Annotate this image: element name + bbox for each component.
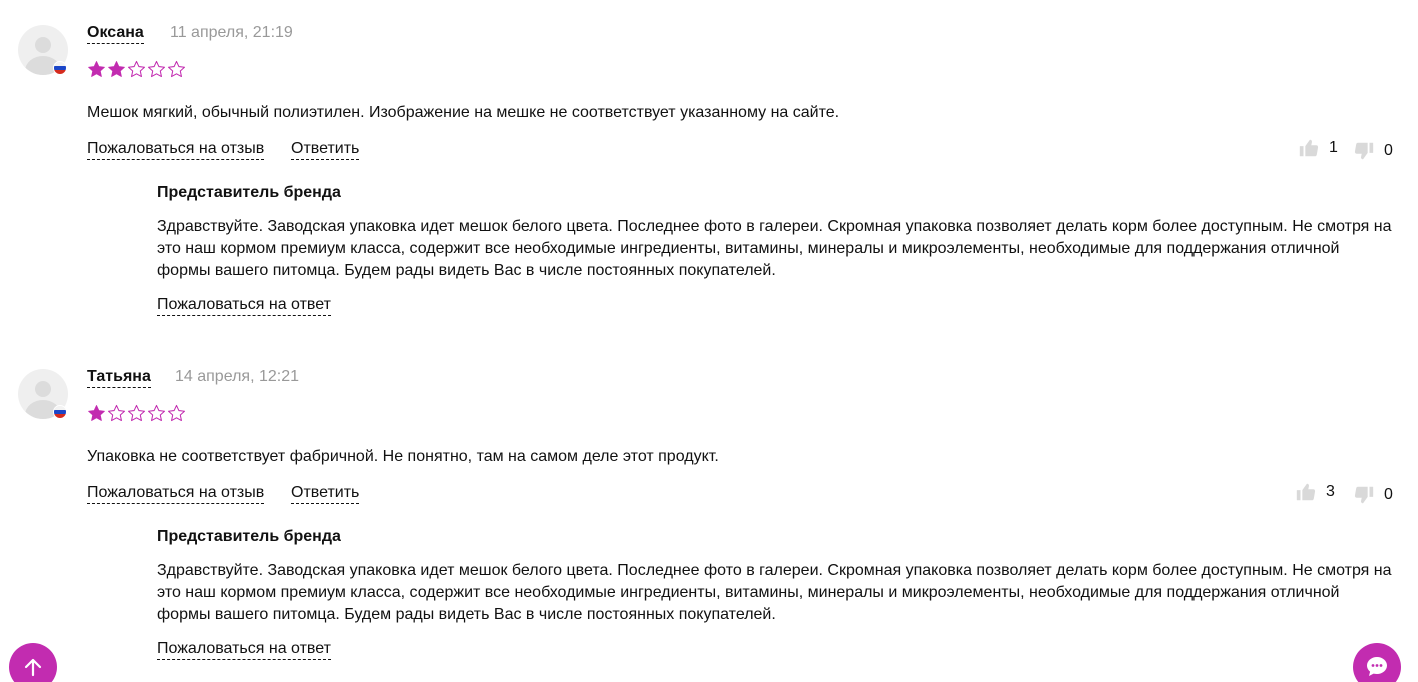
dislike-button[interactable] xyxy=(1353,484,1393,506)
russia-flag-icon xyxy=(53,405,67,419)
star-icon xyxy=(167,404,186,423)
review-text: Упаковка не соответствует фабричной. Не понятно, там на самом деле этот продукт. xyxy=(87,448,719,465)
thumb-down-icon xyxy=(1353,140,1375,162)
brand-answer-title: Представитель бренда xyxy=(157,184,341,201)
report-answer-link[interactable]: Пожаловаться на ответ xyxy=(157,295,331,316)
brand-answer-text: Здравствуйте. Заводская упаковка идет мешок белого цвета. Последнее фото в галереи. Скромная упаковка позволяет делать корм более доступным. Не смотря на это наш кормом премиум класса, содержит все необходимые ингредиенты, витамины, минералы и микроэлементы, необходимые для поддержания отличной формы вашего питомца. Будем рады видеть Вас в числе постоянных покупателей. xyxy=(157,218,1392,279)
star-icon xyxy=(107,60,126,79)
star-icon xyxy=(147,404,166,423)
report-answer-link[interactable]: Пожаловаться на ответ xyxy=(157,639,331,660)
rating-stars xyxy=(87,60,186,80)
arrow-up-icon xyxy=(21,655,45,679)
like-button[interactable] xyxy=(1295,481,1335,503)
report-review-link[interactable]: Пожаловаться на отзыв xyxy=(87,139,264,160)
star-icon xyxy=(127,404,146,423)
rating-stars xyxy=(87,404,186,424)
reply-link[interactable]: Ответить xyxy=(291,139,359,160)
chat-button[interactable] xyxy=(1353,643,1401,682)
star-icon xyxy=(107,404,126,423)
reply-link[interactable]: Ответить xyxy=(291,483,359,504)
star-icon xyxy=(127,60,146,79)
like-count: 3 xyxy=(1326,483,1335,500)
star-icon xyxy=(87,60,106,79)
thumb-up-icon xyxy=(1298,137,1320,159)
review-text: Мешок мягкий, обычный полиэтилен. Изображение на мешке не соответствует указанному на сайте. xyxy=(87,104,840,121)
chat-bubble-icon xyxy=(1364,654,1390,680)
review-author[interactable]: Оксана xyxy=(87,23,144,44)
thumb-up-icon xyxy=(1295,481,1317,503)
thumb-down-icon xyxy=(1353,484,1375,506)
like-button[interactable] xyxy=(1298,137,1338,159)
review-date: 11 апреля, 21:19 xyxy=(170,24,293,41)
star-icon xyxy=(147,60,166,79)
like-count: 1 xyxy=(1329,139,1338,156)
dislike-count: 0 xyxy=(1384,486,1393,503)
report-review-link[interactable]: Пожаловаться на отзыв xyxy=(87,483,264,504)
brand-answer-text: Здравствуйте. Заводская упаковка идет мешок белого цвета. Последнее фото в галереи. Скромная упаковка позволяет делать корм более доступным. Не смотря на это наш кормом премиум класса, содержит все необходимые ингредиенты, витамины, минералы и микроэлементы, необходимые для поддержания отличной формы вашего питомца. Будем рады видеть Вас в числе постоянных покупателей. xyxy=(157,562,1392,623)
dislike-button[interactable] xyxy=(1353,140,1393,162)
brand-answer-title: Представитель бренда xyxy=(157,528,341,545)
russia-flag-icon xyxy=(53,61,67,75)
star-icon xyxy=(167,60,186,79)
scroll-top-button[interactable] xyxy=(9,643,57,682)
star-icon xyxy=(87,404,106,423)
review-author[interactable]: Татьяна xyxy=(87,367,151,388)
dislike-count: 0 xyxy=(1384,142,1393,159)
review-date: 14 апреля, 12:21 xyxy=(175,368,299,385)
